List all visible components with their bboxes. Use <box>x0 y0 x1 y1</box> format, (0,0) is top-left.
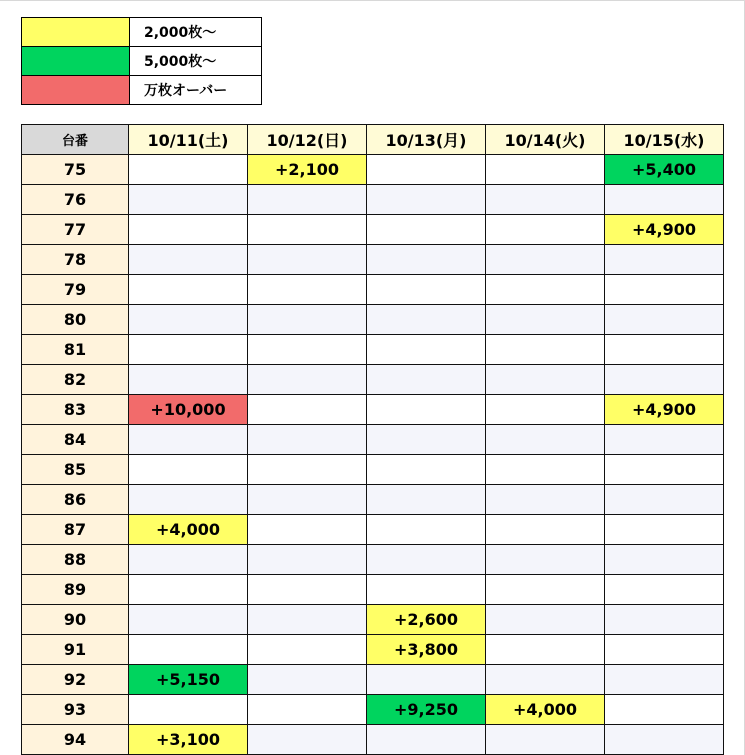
result-cell <box>367 665 486 695</box>
result-cell <box>129 245 248 275</box>
result-cell <box>248 395 367 425</box>
legend-row <box>22 47 262 76</box>
result-cell <box>367 215 486 245</box>
result-cell <box>486 515 605 545</box>
result-cell <box>248 365 367 395</box>
result-cell <box>248 185 367 215</box>
result-cell <box>248 635 367 665</box>
result-cell: +2,100 <box>248 155 367 185</box>
result-cell <box>486 395 605 425</box>
table-row <box>22 725 724 755</box>
result-cell <box>129 305 248 335</box>
machine-number-header: 台番 <box>22 125 129 155</box>
result-cell <box>248 245 367 275</box>
frame-top-border <box>0 0 745 1</box>
result-cell <box>129 335 248 365</box>
machine-number-cell: 90 <box>22 605 129 635</box>
machine-number-cell: 76 <box>22 185 129 215</box>
result-cell <box>486 635 605 665</box>
machine-number-cell: 77 <box>22 215 129 245</box>
result-cell <box>486 485 605 515</box>
result-cell <box>486 545 605 575</box>
table-row <box>22 455 724 485</box>
result-cell <box>129 455 248 485</box>
result-cell <box>486 155 605 185</box>
result-cell: +5,400 <box>605 155 724 185</box>
machine-number-cell: 91 <box>22 635 129 665</box>
date-header: 10/13(月) <box>367 125 486 155</box>
machine-number-cell: 81 <box>22 335 129 365</box>
result-cell: +2,600 <box>367 605 486 635</box>
legend-swatch-red <box>22 76 130 105</box>
result-cell <box>605 305 724 335</box>
result-cell <box>605 335 724 365</box>
result-cell <box>129 365 248 395</box>
date-header: 10/14(火) <box>486 125 605 155</box>
table-row <box>22 665 724 695</box>
result-cell <box>486 575 605 605</box>
result-cell <box>129 575 248 605</box>
machine-number-cell: 79 <box>22 275 129 305</box>
result-cell <box>367 245 486 275</box>
machine-number-cell: 80 <box>22 305 129 335</box>
table-row <box>22 215 724 245</box>
result-cell <box>129 605 248 635</box>
date-header: 10/12(日) <box>248 125 367 155</box>
result-cell <box>248 425 367 455</box>
machine-number-cell: 87 <box>22 515 129 545</box>
result-cell <box>367 335 486 365</box>
result-cell <box>605 455 724 485</box>
result-cell <box>367 275 486 305</box>
result-cell <box>605 365 724 395</box>
legend-label: 5,000枚〜 <box>130 47 262 76</box>
result-cell <box>605 665 724 695</box>
result-cell <box>129 185 248 215</box>
machine-number-cell: 86 <box>22 485 129 515</box>
table-row <box>22 335 724 365</box>
table-row <box>22 545 724 575</box>
legend-table <box>21 17 262 105</box>
table-body <box>22 155 724 755</box>
result-cell <box>486 425 605 455</box>
result-cell <box>248 305 367 335</box>
result-cell <box>367 515 486 545</box>
machine-number-cell: 82 <box>22 365 129 395</box>
table-row <box>22 575 724 605</box>
result-cell <box>248 455 367 485</box>
result-cell <box>486 725 605 755</box>
legend-swatch-green <box>22 47 130 76</box>
date-header: 10/11(土) <box>129 125 248 155</box>
result-cell <box>129 485 248 515</box>
machine-number-cell: 89 <box>22 575 129 605</box>
result-cell <box>248 215 367 245</box>
result-cell <box>367 425 486 455</box>
result-cell: +10,000 <box>129 395 248 425</box>
table-row <box>22 695 724 725</box>
result-cell <box>248 275 367 305</box>
result-cell <box>129 545 248 575</box>
date-header: 10/15(水) <box>605 125 724 155</box>
result-cell <box>605 635 724 665</box>
result-cell <box>605 545 724 575</box>
result-cell: +9,250 <box>367 695 486 725</box>
result-cell: +4,900 <box>605 395 724 425</box>
table-row <box>22 275 724 305</box>
result-cell <box>248 335 367 365</box>
table-row <box>22 515 724 545</box>
result-cell <box>486 245 605 275</box>
result-cell <box>605 725 724 755</box>
machine-number-cell: 84 <box>22 425 129 455</box>
result-cell <box>605 275 724 305</box>
result-cell <box>605 695 724 725</box>
result-cell <box>248 515 367 545</box>
result-cell: +4,000 <box>129 515 248 545</box>
result-cell <box>486 215 605 245</box>
result-cell <box>129 425 248 455</box>
result-cell <box>486 455 605 485</box>
result-cell <box>248 605 367 635</box>
machine-number-cell: 78 <box>22 245 129 275</box>
legend-row <box>22 18 262 47</box>
result-cell: +4,900 <box>605 215 724 245</box>
result-cell <box>248 575 367 605</box>
result-cell <box>367 305 486 335</box>
result-cell: +3,800 <box>367 635 486 665</box>
result-cell <box>486 185 605 215</box>
result-cell <box>367 155 486 185</box>
result-cell <box>129 695 248 725</box>
result-cell <box>248 695 367 725</box>
table-row <box>22 485 724 515</box>
result-cell <box>486 365 605 395</box>
table-row <box>22 425 724 455</box>
header-row <box>22 125 724 155</box>
result-cell <box>486 665 605 695</box>
machine-number-cell: 88 <box>22 545 129 575</box>
result-cell <box>605 245 724 275</box>
result-cell <box>367 725 486 755</box>
result-cell <box>248 485 367 515</box>
results-table <box>21 124 724 755</box>
result-cell <box>367 365 486 395</box>
result-cell <box>605 185 724 215</box>
legend-label: 万枚オーバー <box>130 76 262 105</box>
result-cell <box>129 275 248 305</box>
result-cell <box>248 725 367 755</box>
result-cell <box>129 635 248 665</box>
result-cell <box>367 395 486 425</box>
result-cell: +3,100 <box>129 725 248 755</box>
result-cell <box>367 455 486 485</box>
machine-number-cell: 93 <box>22 695 129 725</box>
result-cell <box>248 665 367 695</box>
result-cell: +5,150 <box>129 665 248 695</box>
result-cell <box>605 575 724 605</box>
result-cell <box>367 545 486 575</box>
result-cell: +4,000 <box>486 695 605 725</box>
legend-swatch-yellow <box>22 18 130 47</box>
result-cell <box>486 305 605 335</box>
machine-number-cell: 92 <box>22 665 129 695</box>
machine-number-cell: 83 <box>22 395 129 425</box>
result-cell <box>129 215 248 245</box>
table-row <box>22 605 724 635</box>
result-cell <box>129 155 248 185</box>
result-cell <box>605 425 724 455</box>
machine-number-cell: 85 <box>22 455 129 485</box>
table-row <box>22 155 724 185</box>
legend-row <box>22 76 262 105</box>
result-cell <box>248 545 367 575</box>
table-row <box>22 185 724 215</box>
machine-number-cell: 94 <box>22 725 129 755</box>
table-row <box>22 305 724 335</box>
result-cell <box>486 605 605 635</box>
table-row <box>22 635 724 665</box>
result-cell <box>367 575 486 605</box>
legend-label: 2,000枚〜 <box>130 18 262 47</box>
result-cell <box>367 485 486 515</box>
result-cell <box>486 335 605 365</box>
result-cell <box>605 515 724 545</box>
result-cell <box>367 185 486 215</box>
machine-number-cell: 75 <box>22 155 129 185</box>
result-cell <box>605 485 724 515</box>
table-row <box>22 395 724 425</box>
result-cell <box>486 275 605 305</box>
table-row <box>22 365 724 395</box>
result-cell <box>605 605 724 635</box>
table-row <box>22 245 724 275</box>
